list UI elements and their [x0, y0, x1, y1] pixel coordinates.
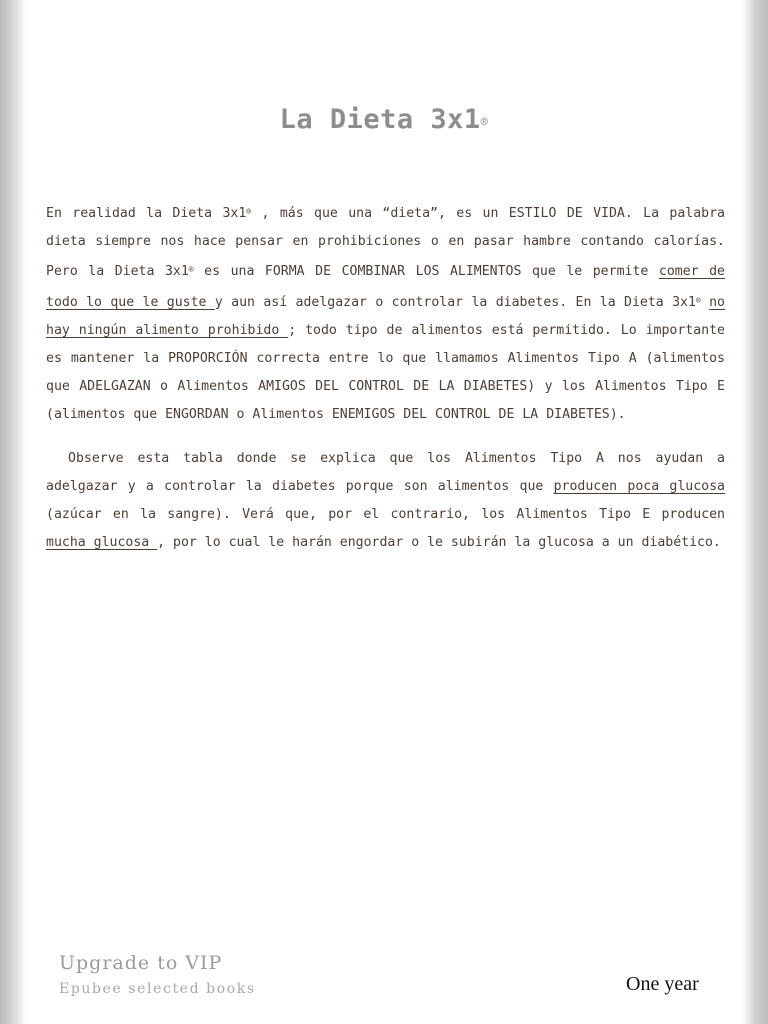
paragraph-1-text-1: En realidad la Dieta 3x1 — [46, 206, 247, 221]
paragraph-1-text-6: ; todo tipo de alimentos está permitido. Lo importante es mantener la PROPORCIÓN correcta entre lo que llamamos Alimentos Tipo A (alimentos que ADELGAZAN o Alimentos AMIGOS DEL CONTROL DE LA DIABETES) y los Alimentos Tipo E (alimentos que ENGORDAN o Alimentos ENEMIGOS DEL CONTROL DE LA DIABETES). — [46, 322, 725, 423]
epubee-subline: Epubee selected books — [59, 981, 256, 997]
book-page — [26, 8, 742, 1024]
underlined-phrase-poca-glucosa: producen poca glucosa — [553, 478, 725, 494]
registered-mark: ® — [695, 295, 701, 305]
underlined-phrase-mucha-glucosa: mucha glucosa — [46, 535, 158, 551]
paragraph-1 — [46, 198, 725, 430]
paragraph-2-text-3: , por lo cual le harán engordar o le subirán la glucosa a un diabético. — [157, 535, 721, 551]
underlined-phrase-no-hay-alimento-prohibido: no hay ningún alimento prohibido — [46, 294, 725, 338]
body-text — [46, 198, 725, 572]
paragraph-1-text-2: , más que una “dieta”, es un ESTILO DE VIDA. La palabra dieta siempre nos hace pensar en prohibiciones o en pasar hambre contando calorías. Pero la Dieta 3x1 — [46, 206, 725, 280]
paragraph-2 — [46, 445, 725, 558]
paragraph-1-text-4: y aun así adelgazar o controlar la diabetes. En la Dieta 3x1 — [214, 294, 696, 310]
plan-one-year-button[interactable]: One year — [626, 973, 699, 995]
title-text: La Dieta 3x1 — [279, 104, 481, 135]
underlined-phrase-comer-de-todo: comer de todo lo que le guste — [46, 264, 725, 310]
paragraph-2-text-1: Observe esta tabla donde se explica que los Alimentos Tipo A nos ayudan a adelgazar y a controlar la diabetes porque son alimentos que — [46, 450, 725, 494]
paragraph-1-text-5 — [701, 295, 709, 310]
page-title — [26, 104, 742, 135]
registered-mark: ® — [246, 207, 252, 216]
paragraph-2-text-2: (azúcar en la sangre). Verá que, por el contrario, los Alimentos Tipo E producen — [46, 507, 725, 523]
title-registered-mark: ® — [480, 115, 489, 129]
upgrade-vip-link[interactable]: Upgrade to VIP — [59, 952, 223, 974]
paragraph-1-text-3: es una FORMA DE COMBINAR LOS ALIMENTOS que le permite — [193, 264, 659, 280]
registered-mark: ® — [188, 265, 194, 275]
